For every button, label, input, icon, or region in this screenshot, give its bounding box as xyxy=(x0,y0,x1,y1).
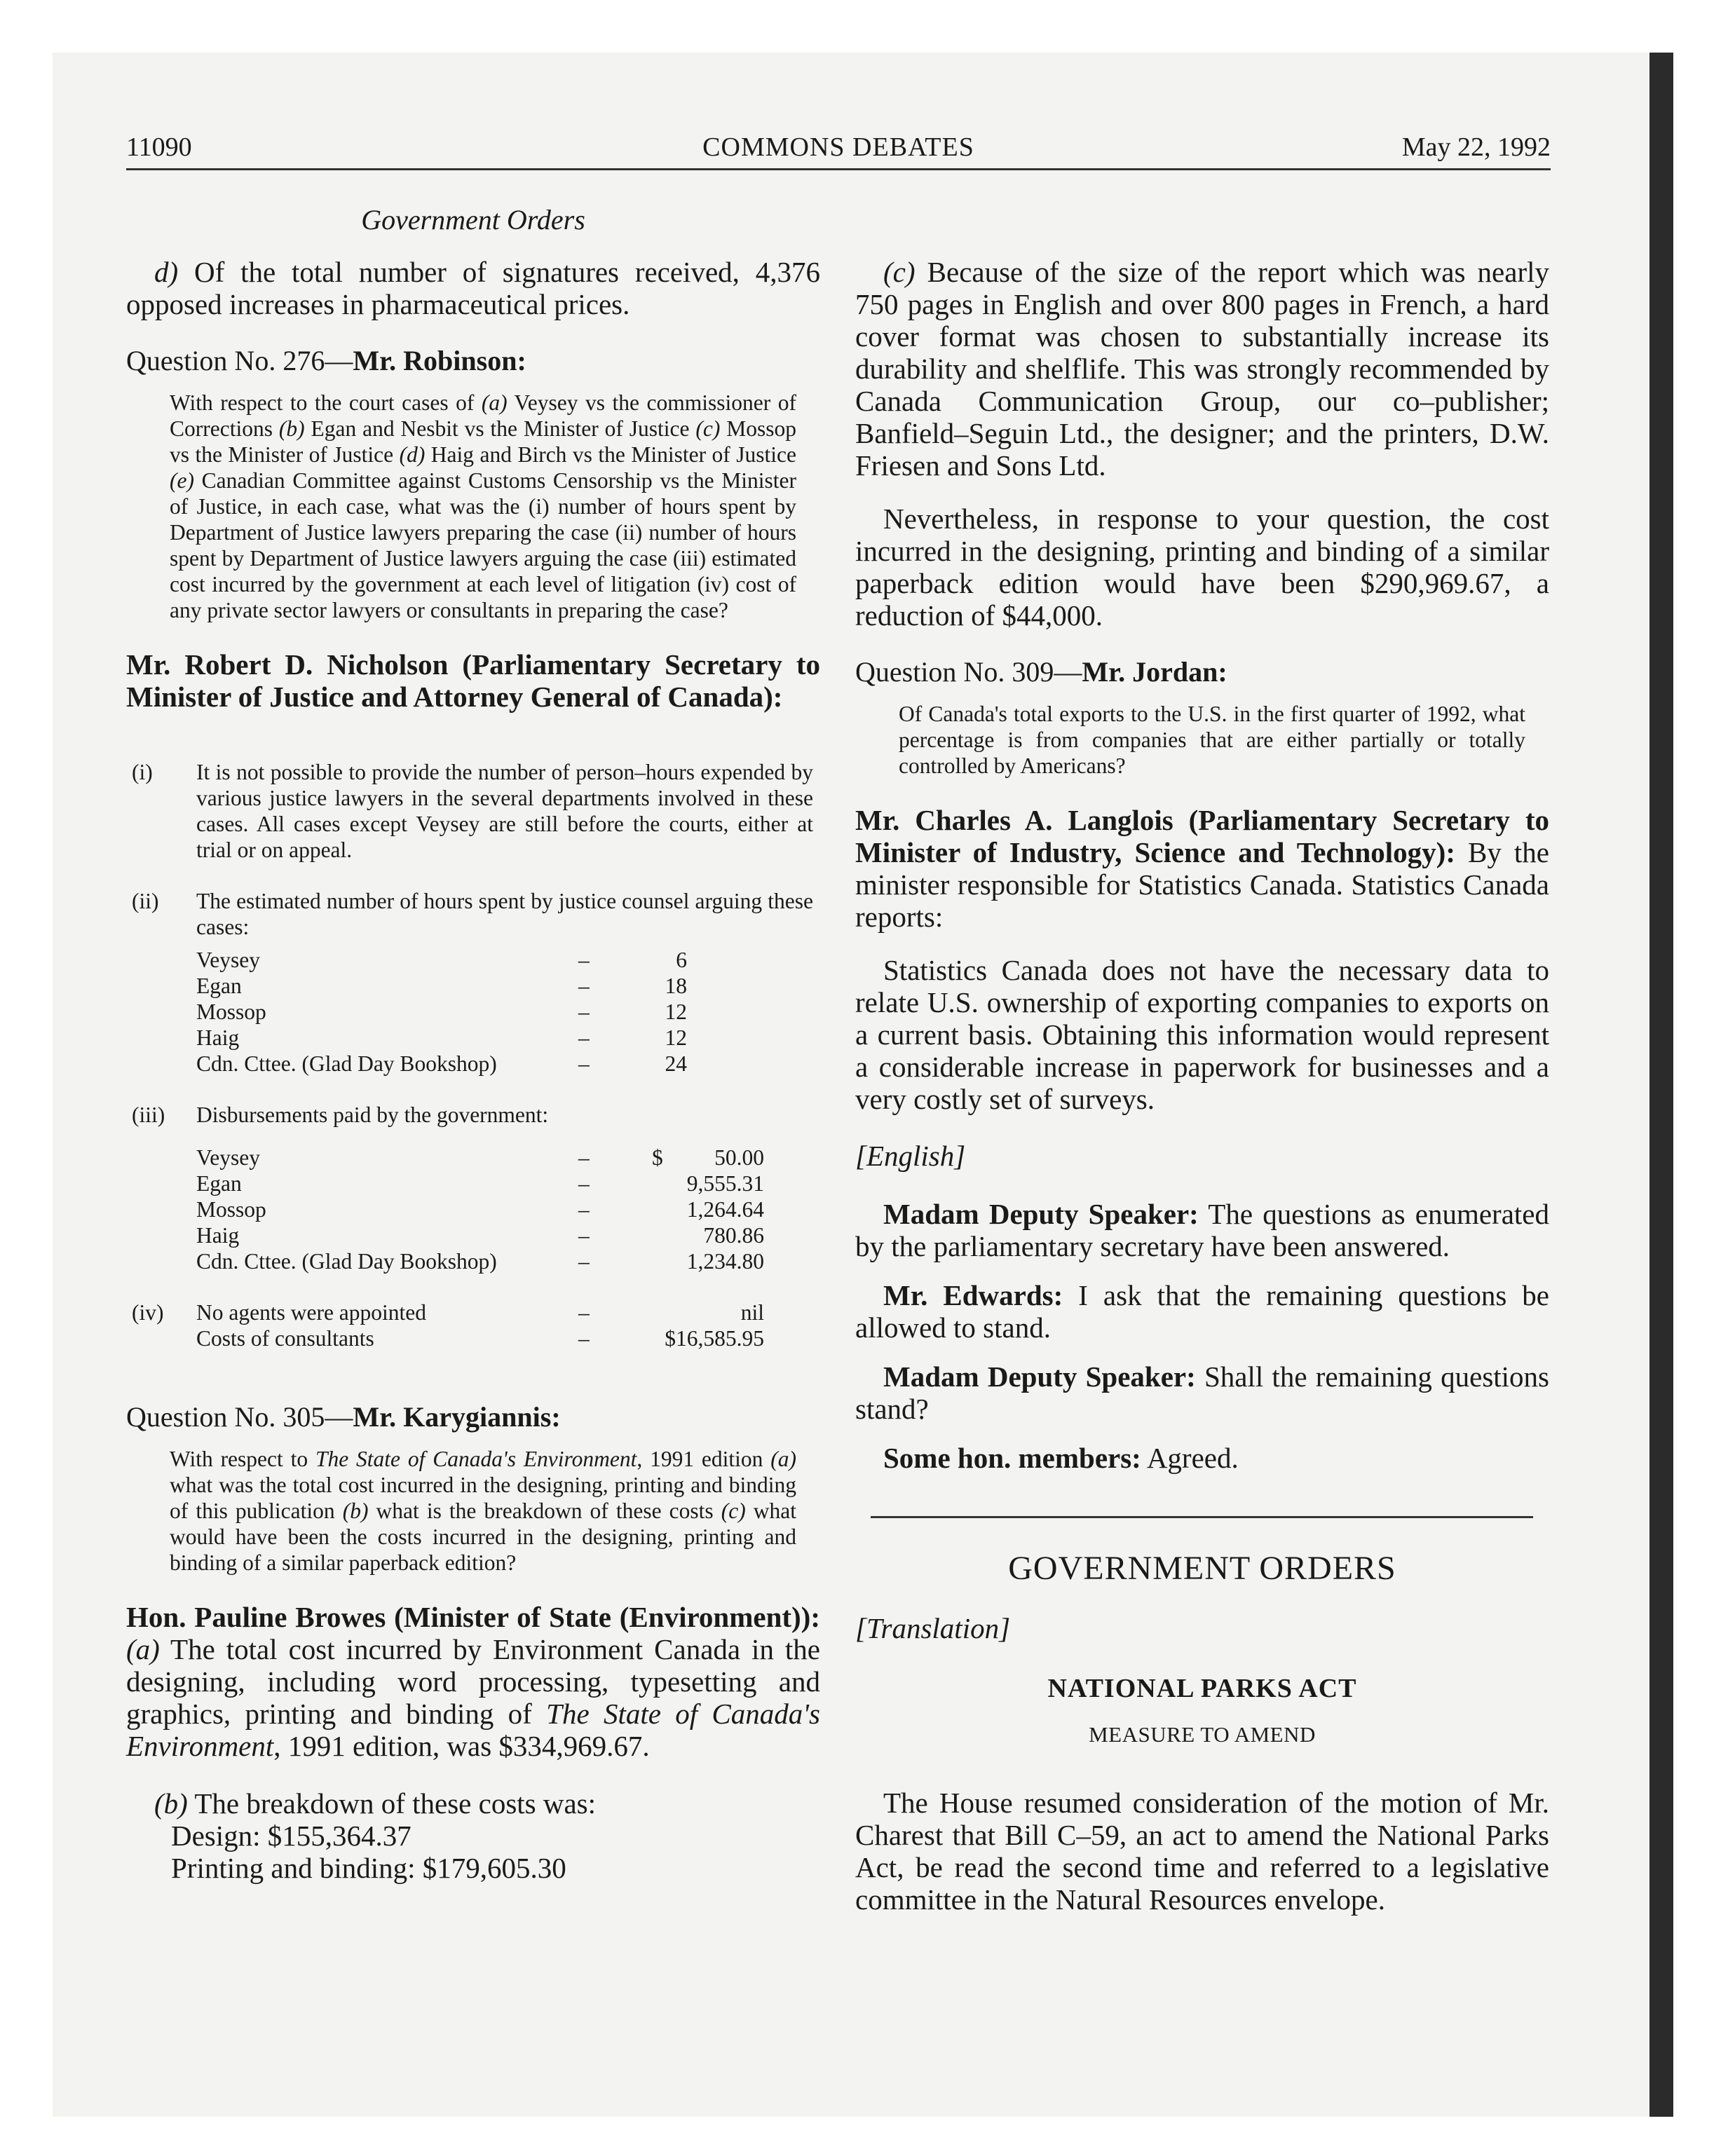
table-row: Costs of consultants – $16,585.95 xyxy=(196,1326,764,1351)
table-row: No agents were appointed – nil xyxy=(196,1300,764,1325)
paragraph-c: (c) Because of the size of the report which was nearly 750 pages in English and over 800 pages in French, a hard cover format was chosen to substantially increase its durability and shelflife. This was strongly recommended by Canada Communication Group, our co–publisher; Banfield–Seguin Ltd., the designer; and the printers, D.W. Friesen and Sons Ltd. xyxy=(855,256,1549,482)
design-cost: Design: $155,364.37 xyxy=(171,1820,411,1852)
government-orders-heading: GOVERNMENT ORDERS xyxy=(1008,1550,1396,1587)
answer-item-ii: (ii) The estimated number of hours spent by justice counsel arguing these cases: Veysey – 6 Egan – 18 Mossop – 12 Haig – 12 Cdn. Cttee. (Glad Day Bookshop) – 24 xyxy=(132,889,813,1076)
page-number: 11090 xyxy=(126,132,192,162)
question-276-heading: Question No. 276—Mr. Robinson: xyxy=(126,345,526,376)
langlois-answer: Mr. Charles A. Langlois (Parliamentary Secretary to Minister of Industry, Science and Technology): By the minister responsible for Statistics Canada. Statistics Canada reports: xyxy=(855,804,1549,933)
question-276-text: With respect to the court cases of (a) Veysey vs the commissioner of Corrections (b) Egan and Nesbit vs the Minister of Justice (c) Mossop vs the Minister of Justice (d) Haig and Birch vs the Minister of Justice (e) Canadian Committee against Customs Censorship vs the Minister of Justice, in each case, what was the (i) number of hours spent by Department of Justice lawyers preparing the case (ii) number of hours spent by Department of Justice lawyers arguing the case (iii) estimated cost incurred by the government at each level of litigation (iv) cost of any private sector lawyers or consultants in preparing the case? xyxy=(170,390,797,622)
question-305-text: With respect to The State of Canada's Environment, 1991 edition (a) what was the total cost incurred in the designing, printing and binding of this publication (b) what is the breakdown of these costs (c) what would have been the costs incurred in the designing, printing and binding of a similar paperback edition? xyxy=(170,1447,796,1575)
left-column xyxy=(126,256,820,1884)
question-309-text: Of Canada's total exports to the U.S. in the first quarter of 1992, what percentage is from companies that are either partially or totally controlled by Americans? xyxy=(899,702,1525,778)
table-row: Cdn. Cttee. (Glad Day Bookshop) – 1,234.80 xyxy=(196,1249,764,1274)
nevertheless-paragraph: Nevertheless, in response to your question, the cost incurred in the designing, printing and binding of a similar paperback edition would have been $290,969.67, a reduction of $44,000. xyxy=(855,503,1549,632)
question-305-heading: Question No. 305—Mr. Karygiannis: xyxy=(126,1401,561,1433)
act-subtitle: MEASURE TO AMEND xyxy=(1089,1722,1316,1747)
deputy-speaker-statement-2: Madam Deputy Speaker: Shall the remaining questions stand? xyxy=(855,1360,1550,1425)
cost-breakdown: (b) The breakdown of these costs was: Design: $155,364.37 Printing and binding: $179,605.30 xyxy=(126,1787,820,1884)
answer-item-iv: (iv) No agents were appointed – nil Costs of consultants – $16,585.95 xyxy=(132,1300,764,1351)
paragraph-d: d) Of the total number of signatures received, 4,376 opposed increases in pharmaceutical prices. xyxy=(126,256,820,320)
table-row: Egan – 9,555.31 xyxy=(196,1171,764,1196)
table-row: Cdn. Cttee. (Glad Day Bookshop) – 24 xyxy=(196,1051,687,1076)
disbursements-table xyxy=(196,1145,764,1274)
statcan-paragraph: Statistics Canada does not have the necessary data to relate U.S. ownership of exporting companies to exports on a current basis. Obtaining this information would represent a considerable increase in paperwork for businesses and a very costly set of surveys. xyxy=(855,954,1549,1115)
scan-edge-shadow xyxy=(1649,53,1673,2117)
members-response: Some hon. members: Agreed. xyxy=(883,1442,1239,1474)
hours-table xyxy=(196,947,687,1077)
browes-answer: Hon. Pauline Browes (Minister of State (Environment)): (a) The total cost incurred by Environment Canada in the designing, including word processing, typesetting and graphics, printing and binding of The State of Canada's Environment, 1991 edition, was $334,969.67. xyxy=(126,1601,820,1762)
page xyxy=(126,126,1551,2089)
edwards-statement: Mr. Edwards: I ask that the remaining questions be allowed to stand. xyxy=(855,1279,1550,1344)
table-row: Veysey – 6 xyxy=(196,948,687,972)
section-title: Government Orders xyxy=(361,204,585,236)
running-header xyxy=(126,126,1551,170)
table-row: Mossop – 12 xyxy=(196,999,687,1024)
section-divider xyxy=(871,1516,1533,1518)
deputy-speaker-statement-1: Madam Deputy Speaker: The questions as enumerated by the parliamentary secretary have been answered. xyxy=(855,1198,1549,1262)
language-marker-english: [English] xyxy=(855,1140,966,1172)
right-column xyxy=(855,256,1549,1916)
issue-date: May 22, 1992 xyxy=(1401,132,1551,162)
language-marker-translation: [Translation] xyxy=(855,1612,1011,1644)
answer-list xyxy=(126,759,820,1351)
nicholson-speaker: Mr. Robert D. Nicholson (Parliamentary Secretary to Minister of Justice and Attorney General of Canada): xyxy=(126,648,820,713)
table-row: Haig – 780.86 xyxy=(196,1223,764,1248)
table-row: Mossop – 1,264.64 xyxy=(196,1197,764,1222)
agents-table xyxy=(196,1299,764,1351)
publication-title: COMMONS DEBATES xyxy=(702,132,974,162)
question-309-heading: Question No. 309—Mr. Jordan: xyxy=(855,656,1227,688)
table-row: Veysey – $ 50.00 xyxy=(196,1145,764,1170)
act-title: NATIONAL PARKS ACT xyxy=(1047,1674,1357,1703)
table-row: Haig – 12 xyxy=(196,1025,687,1050)
answer-item-i: (i) It is not possible to provide the number of person–hours expended by various justice lawyers in the several departments involved in these cases. All cases except Veysey are still before the courts, either at trial or on appeal. xyxy=(132,760,813,862)
table-row: Egan – 18 xyxy=(196,974,687,998)
answer-item-iii: (iii) Disbursements paid by the government: Veysey – $ 50.00 Egan – 9,555.31 Mossop – 1,264.64 Haig – 780.86 Cdn. Cttee. (Glad Day Bookshop) – 1,234.80 xyxy=(132,1103,764,1274)
resumed-paragraph: The House resumed consideration of the motion of Mr. Charest that Bill C–59, an act to amend the National Parks Act, be read the second time and referred to a legislative committee in the Natural Resources envelope. xyxy=(855,1787,1549,1916)
printing-cost: Printing and binding: $179,605.30 xyxy=(171,1852,566,1884)
